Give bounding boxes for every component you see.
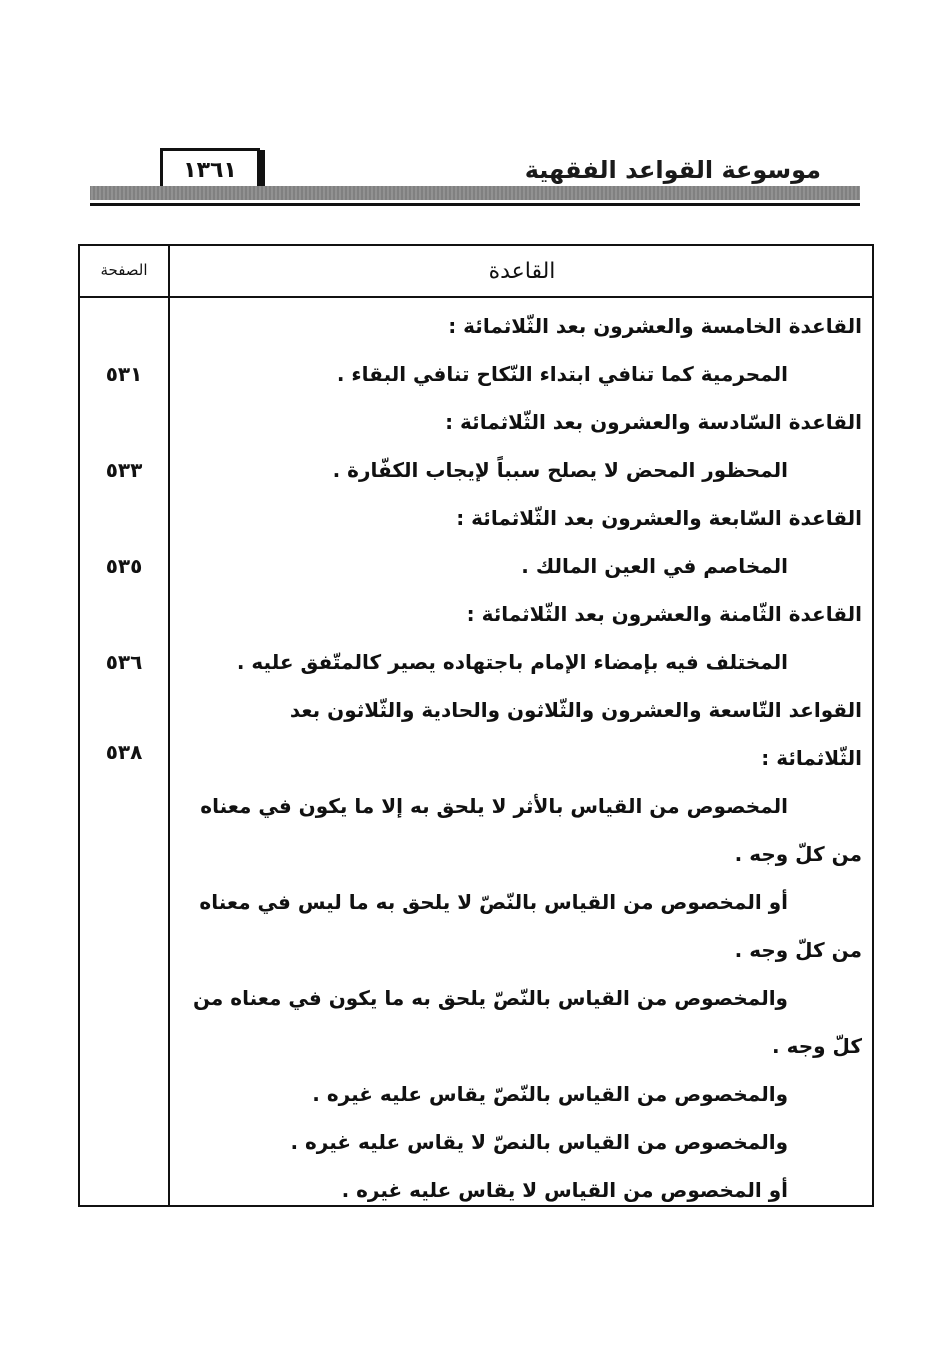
index-table — [78, 244, 874, 1207]
page-ref-538: ٥٣٨ — [105, 740, 143, 764]
column-header-rule: القاعدة — [488, 259, 556, 284]
rule-text-331-c: أو المخصوص من القياس لا يقاس عليه غيره . — [341, 1178, 788, 1202]
header-divider — [80, 296, 872, 298]
page-ref-531: ٥٣١ — [105, 362, 143, 386]
rule-heading-327: القاعدة السّابعة والعشرون بعد الثّلاثمائة : — [456, 506, 862, 530]
rule-heading-329-331-cont: الثّلاثمائة : — [761, 746, 862, 770]
page-ref-536: ٥٣٦ — [105, 650, 143, 674]
rule-heading-328: القاعدة الثّامنة والعشرون بعد الثّلاثمائة : — [466, 602, 862, 626]
rule-text-326: المحظور المحض لا يصلح سبباً لإيجاب الكفّارة . — [332, 458, 788, 482]
page-ref-535: ٥٣٥ — [105, 554, 143, 578]
rule-text-330-alt-cont: من كلّ وجه . — [734, 938, 862, 962]
page-ref-533: ٥٣٣ — [105, 458, 143, 482]
rule-text-330: والمخصوص من القياس بالنّصّ يلحق به ما يكون في معناه من — [192, 986, 788, 1010]
rule-text-330-cont: كلّ وجه . — [772, 1034, 862, 1058]
rule-heading-326: القاعدة السّادسة والعشرون بعد الثّلاثمائة : — [445, 410, 862, 434]
rule-text-328: المختلف فيه بإمضاء الإمام باجتهاده يصير كالمتّفق عليه . — [236, 650, 788, 674]
rule-text-325: المحرمية كما تنافي ابتداء النّكاح تنافي البقاء . — [336, 362, 788, 386]
rule-text-327: المخاصم في العين المالك . — [521, 554, 788, 578]
rule-heading-329-331: القواعد التّاسعة والعشرون والثّلاثون والحادية والثّلاثون بعد — [289, 698, 862, 722]
running-header-title: موسوعة القواعد الفقهية — [524, 156, 821, 184]
column-header-page: الصفحة — [100, 261, 148, 279]
rule-text-331-b: والمخصوص من القياس بالنصّ لا يقاس عليه غيره . — [290, 1130, 788, 1154]
rule-text-329: المخصوص من القياس بالأثر لا يلحق به إلا ما يكون في معناه — [200, 794, 788, 818]
page-number: ١٣٦١ — [160, 148, 260, 192]
header-rule-line — [90, 203, 860, 206]
rule-text-330-alt: أو المخصوص من القياس بالنّصّ لا يلحق به ما ليس في معناه — [199, 890, 788, 914]
rule-heading-325: القاعدة الخامسة والعشرون بعد الثّلاثمائة : — [448, 314, 862, 338]
header-rule-band — [90, 186, 860, 200]
column-divider — [168, 246, 170, 1205]
rule-text-329-cont: من كلّ وجه . — [734, 842, 862, 866]
rule-text-331: والمخصوص من القياس بالنّصّ يقاس عليه غيره . — [312, 1082, 788, 1106]
